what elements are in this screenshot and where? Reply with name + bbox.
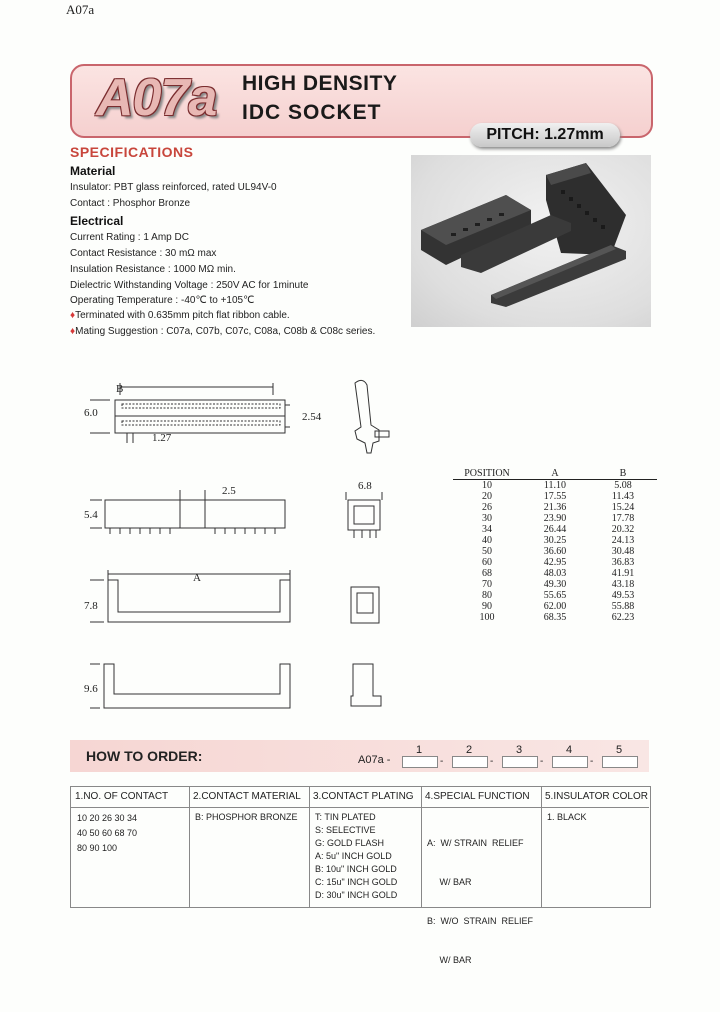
option-line: A: W/ STRAIN RELIEF	[427, 838, 524, 848]
specifications-heading: SPECIFICATIONS	[70, 144, 194, 160]
col-b: B	[589, 467, 657, 480]
slot-number-1: 1	[415, 744, 423, 756]
table-row: 34 26.44 20.32	[482, 524, 635, 535]
option-line: 40 50 60 68 70	[77, 828, 138, 838]
option-line: G: GOLD FLASH	[315, 838, 385, 848]
order-slot-4	[552, 756, 588, 768]
option-line: W/ BAR	[427, 877, 472, 887]
electrical-dielectric: Dielectric Withstanding Voltage : 250V AC for 1minute	[70, 280, 309, 291]
title-line-2: IDC SOCKET	[242, 101, 382, 124]
order-slot-2	[452, 756, 488, 768]
option-line: 10 20 26 30 34	[77, 813, 138, 823]
order-code-prefix: A07a -	[358, 754, 391, 766]
order-slot-1	[402, 756, 438, 768]
slot-number-2: 2	[465, 744, 473, 756]
document-id: A07a	[66, 2, 95, 17]
option-line: 80 90 100	[77, 843, 118, 853]
slot-number-3: 3	[515, 744, 523, 756]
option-column-contacts	[71, 787, 190, 907]
option-column-function	[421, 787, 542, 965]
option-line: D: 30u" INCH GOLD	[315, 890, 398, 900]
slot-number-5: 5	[615, 744, 623, 756]
option-line: A: 5u" INCH GOLD	[315, 851, 392, 861]
table-row: 60 42.95 36.83	[482, 557, 635, 568]
option-line: S: SELECTIVE	[315, 825, 376, 835]
slot-separator: -	[590, 756, 594, 767]
strain-relief-view-drawing	[80, 658, 310, 714]
dim-2-5: 2.5	[222, 485, 236, 497]
table-row: 26 21.36 15.24	[482, 502, 635, 513]
dim-a: A	[193, 572, 201, 584]
option-column-material	[189, 787, 310, 907]
side-view-drawing	[340, 490, 400, 540]
dim-9-6: 9.6	[84, 683, 98, 695]
contact-profile-drawing	[345, 375, 395, 465]
option-line: B: W/O STRAIN RELIEF	[427, 916, 534, 926]
dim-5-4: 5.4	[84, 509, 98, 521]
pitch-badge: PITCH: 1.27mm	[470, 123, 620, 147]
electrical-temperature: Operating Temperature : -40℃ to +105℃	[70, 295, 255, 306]
table-row: 20 17.55 11.43	[482, 491, 635, 502]
order-heading: HOW TO ORDER:	[86, 748, 203, 764]
note-ribbon-cable: ♦Terminated with 0.635mm pitch flat ribbon cable.	[70, 310, 290, 321]
option-header: 5.INSULATOR COLOR	[541, 787, 649, 808]
option-header: 3.CONTACT PLATING	[309, 787, 421, 808]
electrical-insulation-resistance: Insulation Resistance : 1000 MΩ min.	[70, 264, 236, 275]
table-row: 68 48.03 41.91	[482, 568, 635, 579]
col-position: POSITION	[453, 467, 521, 480]
option-line: W/ BAR	[427, 955, 472, 965]
product-photo	[411, 155, 651, 327]
top-view-drawing	[80, 375, 310, 445]
front-view-drawing	[80, 488, 310, 538]
electrical-contact-resistance: Contact Resistance : 30 mΩ max	[70, 248, 217, 259]
material-insulator: Insulator: PBT glass reinforced, rated UL94V-0	[70, 182, 277, 193]
slot-separator: -	[440, 756, 444, 767]
table-row: 70 49.30 43.18	[482, 579, 635, 590]
model-logo: A07a	[96, 69, 217, 127]
note-mating: ♦Mating Suggestion : C07a, C07b, C07c, C08a, C08b & C08c series.	[70, 326, 376, 337]
position-table	[453, 467, 657, 623]
slot-separator: -	[490, 756, 494, 767]
order-slot-5	[602, 756, 638, 768]
table-row: 80 55.65 49.53	[482, 590, 635, 601]
strain-relief-side-drawing	[345, 660, 390, 710]
option-header: 4.SPECIAL FUNCTION	[421, 787, 541, 808]
table-row: 100 68.35 62.23	[479, 612, 635, 623]
option-column-plating	[309, 787, 422, 907]
col-a: A	[521, 467, 589, 480]
option-line: T: TIN PLATED	[315, 812, 376, 822]
table-row: 40 30.25 24.13	[482, 535, 635, 546]
slot-separator: -	[540, 756, 544, 767]
option-line: C: 15u" INCH GOLD	[315, 877, 398, 887]
dim-6-8: 6.8	[358, 480, 372, 492]
slot-number-4: 4	[565, 744, 573, 756]
electrical-current: Current Rating : 1 Amp DC	[70, 232, 189, 243]
table-row: 10 11.10 5.08	[482, 480, 632, 491]
material-heading: Material	[70, 164, 116, 178]
option-column-color	[541, 787, 649, 907]
dim-1-27: 1.27	[152, 432, 172, 444]
dim-2-54: 2.54	[302, 411, 322, 423]
material-contact: Contact : Phosphor Bronze	[70, 198, 191, 209]
order-options-table	[70, 786, 651, 965]
order-slot-3	[502, 756, 538, 768]
table-row: 90 62.00 55.88	[482, 601, 635, 612]
position-table-header	[453, 467, 657, 480]
title-line-1: HIGH DENSITY	[242, 72, 398, 95]
option-header: 1.NO. OF CONTACT	[71, 787, 189, 808]
electrical-heading: Electrical	[70, 214, 124, 228]
option-line: B: PHOSPHOR BRONZE	[195, 812, 298, 822]
table-row: 30 23.90 17.78	[482, 513, 635, 524]
dim-b: B	[116, 383, 124, 395]
ejector-side-drawing	[345, 585, 385, 625]
option-line: B: 10u" INCH GOLD	[315, 864, 397, 874]
option-header: 2.CONTACT MATERIAL	[189, 787, 309, 808]
table-row: 50 36.60 30.48	[482, 546, 635, 557]
dim-7-8: 7.8	[84, 600, 98, 612]
connector-photo-illustration	[411, 155, 651, 327]
dim-6-0: 6.0	[84, 407, 98, 419]
option-line: 1. BLACK	[547, 812, 587, 822]
